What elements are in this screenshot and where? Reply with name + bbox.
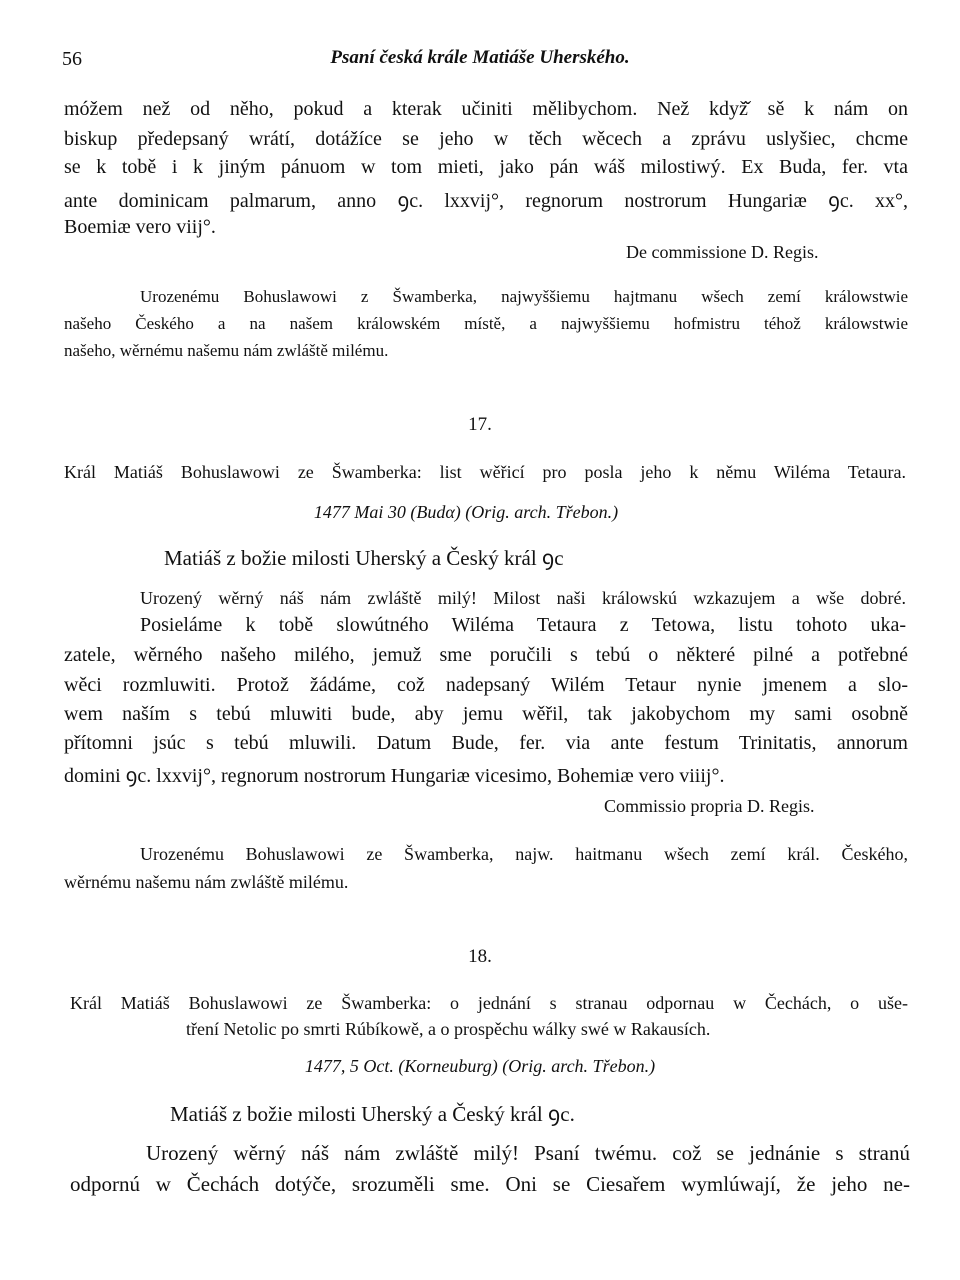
letter-body-line: zatele, wěrného našeho milého, jemuž sme poručili s tebú o některé pilné a potřebné xyxy=(64,644,908,666)
letter-number: 17. xyxy=(468,414,492,435)
letter-salutation: Matiáš z božie milosti Uherský a Český král ꝯc xyxy=(164,546,564,570)
address-line: našeho, wěrnému našemu nám zwláště milému. xyxy=(64,341,389,360)
commission-note: De commissione D. Regis. xyxy=(626,242,819,262)
letter-body-line: domini ꝯc. lxxvij°, regnorum nostrorum Hungariæ vicesimo, Bohemiæ vero viiij°. xyxy=(64,765,725,787)
letter-summary: Král Matiáš Bohuslawowi ze Šwamberka: list wěřicí pro posla jeho k němu Wiléma Tetaura. xyxy=(64,462,906,482)
address-line: Urozenému Bohuslawowi ze Šwamberka, najw. haitmanu wšech zemí král. Českého, xyxy=(140,844,908,864)
paragraph-line: se k tobě i k jiným pánuom w tom mieti, jako pán wáš milostiwý. Ex Buda, fer. vta xyxy=(64,156,908,178)
paragraph-line: ante dominicam palmarum, anno ꝯc. lxxvij°, regnorum nostrorum Hungariæ ꝯc. xx°, xyxy=(64,190,908,212)
letter-body-line: Posieláme k tobě slowútného Wiléma Tetaura z Tetowa, listu tohoto uka- xyxy=(140,614,906,636)
letter-body-line: Urozený wěrný náš nám zwláště milý! Milost naši králowskú wzkazujem a wše dobré. xyxy=(140,588,906,608)
letter-salutation: Matiáš z božie milosti Uherský a Český král ꝯc. xyxy=(170,1102,575,1126)
paragraph-line: Boemiæ vero viij°. xyxy=(64,216,216,238)
page-number: 56 xyxy=(62,48,82,70)
commission-note: Commissio propria D. Regis. xyxy=(604,796,815,816)
letter-body-line: přítomni jsúc s tebú mluwili. Datum Bude, fer. via ante festum Trinitatis, annorum xyxy=(64,732,908,754)
running-title: Psaní česká krále Matiáše Uherského. xyxy=(330,47,630,68)
letter-body-line: Urozený wěrný náš nám zwláště milý! Psaní twému. což se jednánie s stranú xyxy=(146,1141,910,1165)
letter-summary: tření Netolic po smrti Rúbíkowě, a o prospěchu wálky swé w Rakausích. xyxy=(186,1019,711,1039)
paragraph-line: biskup předepsaný wrátí, dotážíce se jeho w těch wěcech a zprávu uslyšiec, chcme xyxy=(64,128,908,150)
letter-body-line: wem naším s tebú mluwiti bude, aby jemu wěřil, tak jakobychom my sami osobně xyxy=(64,703,908,725)
letter-body-line: odpornú w Čechách dotýče, srozuměli sme. Oni se Ciesařem wymlúwají, že jeho ne- xyxy=(70,1172,910,1196)
letter-summary: Král Matiáš Bohuslawowi ze Šwamberka: o jednání s stranau odpornau w Čechách, o uše- xyxy=(70,993,908,1013)
letter-dateline: 1477, 5 Oct. (Korneuburg) (Orig. arch. Třebon.) xyxy=(304,1056,656,1076)
letter-body-line: wěci rozmluwiti. Protož žádáme, což nadepsaný Wilém Tetaur nynie jmenem a slo- xyxy=(64,674,908,696)
letter-dateline: 1477 Mai 30 (Budα) (Orig. arch. Třebon.) xyxy=(313,502,619,522)
address-line: našeho Českého a na našem králowském místě, a najwyššiemu hofmistru téhož králowstwie xyxy=(64,314,908,333)
address-line: wěrnému našemu nám zwláště milému. xyxy=(64,872,349,892)
address-line: Urozenému Bohuslawowi z Šwamberka, najwyššiemu hajtmanu wšech zemí králowstwie xyxy=(140,287,908,306)
letter-number: 18. xyxy=(468,946,492,967)
paragraph-line: móžem než od něho, pokud a kterak učiniti mělibychom. Než když̌ sě k nám on xyxy=(64,98,908,120)
